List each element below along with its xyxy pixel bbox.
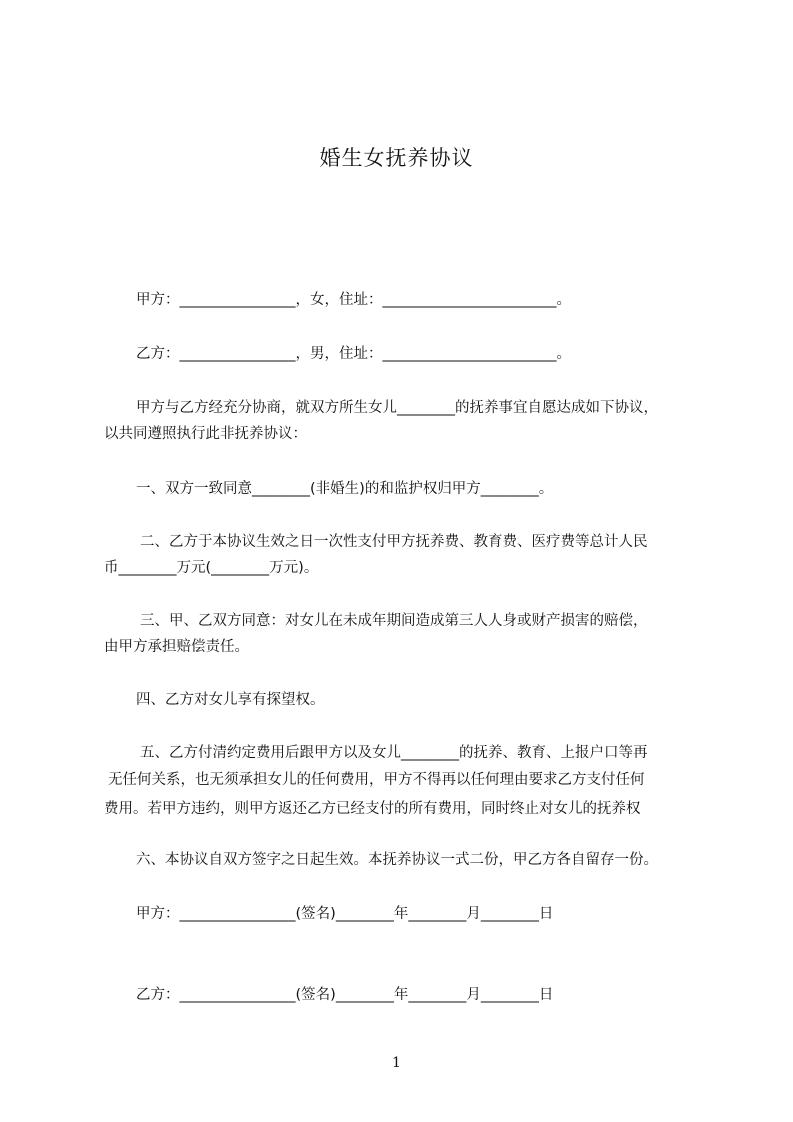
clause-2-line-2: 币________万元(________万元)。 [104, 560, 319, 576]
page-number: 1 [392, 1055, 401, 1071]
party-a-line: 甲方：________________，女，住址：________________________。 [136, 292, 571, 308]
document-title: 婚生女抚养协议 [319, 146, 474, 170]
signature-party-a: 甲方：________________(签名)________年________月________日 [136, 906, 554, 922]
intro-line-1: 甲方与乙方经充分协商，就双方所生女儿________的抚养事宜自愿达成如下协议， [136, 400, 658, 416]
clause-6: 六、本协议自双方签字之日起生效。本抚养协议一式二份，甲乙方各自留存一份。 [136, 852, 658, 868]
clause-4: 四、乙方对女儿享有探望权。 [136, 692, 325, 708]
signature-party-b: 乙方：________________(签名)________年________月________日 [136, 987, 554, 1003]
clause-5-line-3: 费用。若甲方违约，则甲方返还乙方已经支付的所有费用，同时终止对女儿的抚养权 [104, 801, 641, 817]
clause-3-line-1: 三、甲、乙双方同意：对女儿在未成年期间造成第三人人身或财产损害的赔偿， [140, 613, 648, 629]
clause-5-line-1: 五、乙方付清约定费用后跟甲方以及女儿________的抚养、教育、上报户口等再 [140, 745, 648, 761]
clause-2-line-1: 二、乙方于本协议生效之日一次性支付甲方抚养费、教育费、医疗费等总计人民 [140, 534, 648, 550]
clause-5-line-2: 无任何关系，也无须承担女儿的任何费用，甲方不得再以任何理由要求乙方支付任何 [108, 772, 645, 788]
clause-1: 一、双方一致同意________(非婚生)的和监护权归甲方________。 [136, 481, 554, 497]
clause-3-line-2: 由甲方承担赔偿责任。 [104, 639, 249, 655]
party-b-line: 乙方：________________，男，住址：________________________。 [136, 346, 571, 362]
intro-line-2: 以共同遵照执行此非抚养协议： [104, 426, 307, 442]
